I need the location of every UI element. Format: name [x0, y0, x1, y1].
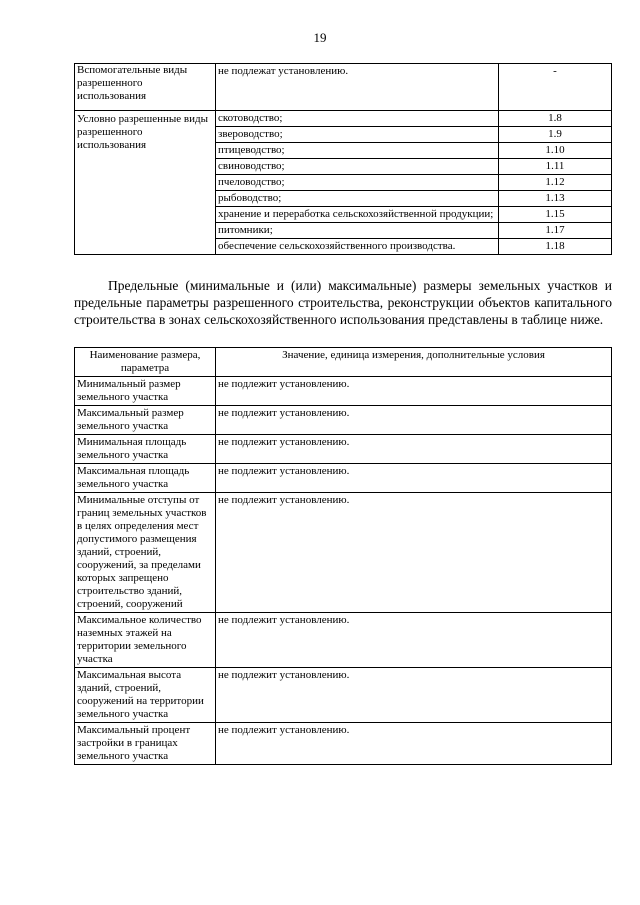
table-row: [75, 406, 612, 435]
param-value-cell: не подлежит установлению.: [216, 613, 612, 668]
param-value-cell: не подлежит установлению.: [216, 493, 612, 613]
use-value-cell: питомники;: [216, 223, 499, 239]
table-row: [75, 377, 612, 406]
use-value-cell: звероводство;: [216, 127, 499, 143]
use-code-cell: 1.9: [499, 127, 612, 143]
param-name-cell: Минимальная площадь земельного участка: [75, 435, 216, 464]
table-row: [75, 493, 612, 613]
use-value-cell: скотоводство;: [216, 111, 499, 127]
paragraph-text: Предельные (минимальные и (или) максимальные) размеры земельных участков и предельные параметры разрешенного строительства, реконструкции объектов капитального строительства в зонах сельскохозяйственного использования представлены в таблице ниже.: [74, 278, 612, 327]
use-value-cell: не подлежат установлению.: [216, 64, 499, 111]
param-name-cell: Максимальная площадь земельного участка: [75, 464, 216, 493]
page-number: 19: [313, 30, 327, 45]
table-row: [75, 435, 612, 464]
table-row: [75, 613, 612, 668]
use-code-cell: 1.11: [499, 159, 612, 175]
header-value: Значение, единица измерения, дополнительные условия: [216, 348, 612, 377]
param-value-cell: не подлежит установлению.: [216, 668, 612, 723]
table-row: [75, 464, 612, 493]
parameters-table: [74, 347, 612, 765]
use-type-cell: Вспомогательные виды разрешенного использования: [75, 64, 216, 111]
param-name-cell: Максимальный процент застройки в границах земельного участка: [75, 723, 216, 765]
body-paragraph: [74, 277, 612, 328]
use-value-cell: птицеводство;: [216, 143, 499, 159]
use-value-cell: свиноводство;: [216, 159, 499, 175]
param-value-cell: не подлежит установлению.: [216, 435, 612, 464]
use-code-cell: 1.10: [499, 143, 612, 159]
table-row: [75, 668, 612, 723]
param-name-cell: Минимальный размер земельного участка: [75, 377, 216, 406]
param-value-cell: не подлежит установлению.: [216, 377, 612, 406]
use-code-cell: 1.13: [499, 191, 612, 207]
table-row: [75, 64, 612, 111]
table-header-row: [75, 348, 612, 377]
use-code-cell: 1.12: [499, 175, 612, 191]
param-name-cell: Максимальная высота зданий, строений, сооружений на территории земельного участка: [75, 668, 216, 723]
header-name: Наименование размера, параметра: [75, 348, 216, 377]
permitted-use-table: [74, 63, 612, 255]
use-value-cell: рыбоводство;: [216, 191, 499, 207]
param-name-cell: Минимальные отступы от границ земельных участков в целях определения мест допустимого размещения зданий, строений, сооружений, за пределами которых запрещено строительство зданий, строений, сооружений: [75, 493, 216, 613]
use-code-cell: 1.18: [499, 239, 612, 255]
use-value-cell: пчеловодство;: [216, 175, 499, 191]
table-row: [75, 111, 612, 127]
use-code-cell: 1.17: [499, 223, 612, 239]
param-value-cell: не подлежит установлению.: [216, 406, 612, 435]
use-value-cell: хранение и переработка сельскохозяйственной продукции;: [216, 207, 499, 223]
use-value-cell: обеспечение сельскохозяйственного производства.: [216, 239, 499, 255]
use-code-cell: 1.15: [499, 207, 612, 223]
param-name-cell: Максимальное количество наземных этажей на территории земельного участка: [75, 613, 216, 668]
param-value-cell: не подлежит установлению.: [216, 723, 612, 765]
table-row: [75, 723, 612, 765]
use-type-cell: Условно разрешенные виды разрешенного использования: [75, 111, 216, 255]
param-name-cell: Максимальный размер земельного участка: [75, 406, 216, 435]
param-value-cell: не подлежит установлению.: [216, 464, 612, 493]
use-code-cell: -: [499, 64, 612, 111]
use-code-cell: 1.8: [499, 111, 612, 127]
